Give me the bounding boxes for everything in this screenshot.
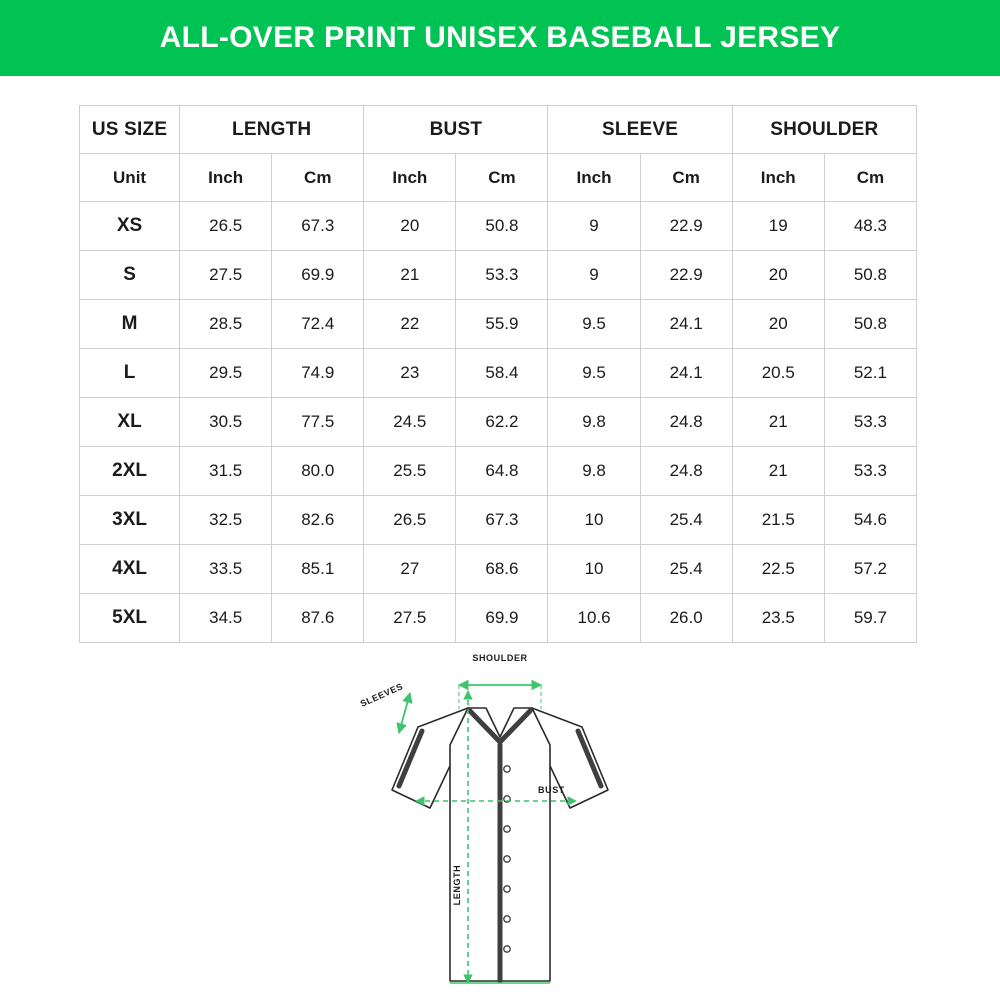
row-size: M <box>80 300 180 349</box>
cell-bust-cm: 62.2 <box>456 398 548 447</box>
cell-bust-inch: 22 <box>364 300 456 349</box>
cell-bust-inch: 24.5 <box>364 398 456 447</box>
unit-sleeve-inch: Inch <box>548 154 640 202</box>
table-row <box>80 545 917 594</box>
cell-shoulder-cm: 50.8 <box>824 251 916 300</box>
cell-shoulder-cm: 59.7 <box>824 594 916 643</box>
cell-shoulder-inch: 20 <box>732 251 824 300</box>
cell-sleeve-cm: 24.1 <box>640 349 732 398</box>
cell-length-cm: 80.0 <box>272 447 364 496</box>
size-table-head <box>80 106 917 202</box>
cell-bust-inch: 25.5 <box>364 447 456 496</box>
row-size: 3XL <box>80 496 180 545</box>
cell-bust-cm: 64.8 <box>456 447 548 496</box>
row-size: 5XL <box>80 594 180 643</box>
cell-shoulder-inch: 23.5 <box>732 594 824 643</box>
unit-length-inch: Inch <box>180 154 272 202</box>
cell-bust-inch: 23 <box>364 349 456 398</box>
cell-bust-inch: 26.5 <box>364 496 456 545</box>
cell-length-cm: 77.5 <box>272 398 364 447</box>
jersey-measurement-diagram <box>300 645 700 995</box>
cell-bust-cm: 55.9 <box>456 300 548 349</box>
cell-bust-cm: 68.6 <box>456 545 548 594</box>
row-size: S <box>80 251 180 300</box>
col-group-sleeve: SLEEVE <box>548 106 732 154</box>
length-label: LENGTH <box>452 864 462 906</box>
cell-length-inch: 30.5 <box>180 398 272 447</box>
cell-length-inch: 33.5 <box>180 545 272 594</box>
cell-length-cm: 69.9 <box>272 251 364 300</box>
cell-length-inch: 28.5 <box>180 300 272 349</box>
table-row <box>80 496 917 545</box>
cell-shoulder-inch: 19 <box>732 202 824 251</box>
size-table-body <box>80 202 917 643</box>
table-row <box>80 594 917 643</box>
cell-length-inch: 32.5 <box>180 496 272 545</box>
table-row <box>80 300 917 349</box>
cell-shoulder-inch: 22.5 <box>732 545 824 594</box>
cell-bust-cm: 53.3 <box>456 251 548 300</box>
shoulder-label: SHOULDER <box>472 653 528 663</box>
cell-length-inch: 34.5 <box>180 594 272 643</box>
bust-label: BUST <box>538 785 565 795</box>
col-group-shoulder: SHOULDER <box>732 106 916 154</box>
cell-length-cm: 74.9 <box>272 349 364 398</box>
cell-shoulder-inch: 20 <box>732 300 824 349</box>
cell-length-cm: 85.1 <box>272 545 364 594</box>
table-row <box>80 447 917 496</box>
col-group-us-size: US SIZE <box>80 106 180 154</box>
row-size: L <box>80 349 180 398</box>
size-table <box>79 105 917 643</box>
cell-bust-inch: 20 <box>364 202 456 251</box>
cell-length-inch: 26.5 <box>180 202 272 251</box>
table-row <box>80 398 917 447</box>
header-banner <box>0 0 1000 76</box>
table-group-header-row <box>80 106 917 154</box>
cell-sleeve-cm: 26.0 <box>640 594 732 643</box>
unit-bust-inch: Inch <box>364 154 456 202</box>
cell-sleeve-cm: 25.4 <box>640 545 732 594</box>
cell-bust-cm: 67.3 <box>456 496 548 545</box>
cell-shoulder-inch: 21.5 <box>732 496 824 545</box>
cell-length-inch: 27.5 <box>180 251 272 300</box>
cell-bust-cm: 69.9 <box>456 594 548 643</box>
cell-sleeve-cm: 24.8 <box>640 398 732 447</box>
cell-shoulder-cm: 54.6 <box>824 496 916 545</box>
cell-sleeve-cm: 24.8 <box>640 447 732 496</box>
cell-shoulder-inch: 21 <box>732 447 824 496</box>
table-row <box>80 202 917 251</box>
cell-shoulder-cm: 52.1 <box>824 349 916 398</box>
shoulder-measure-arrow <box>405 683 541 709</box>
unit-sleeve-cm: Cm <box>640 154 732 202</box>
cell-sleeve-inch: 9 <box>548 202 640 251</box>
cell-bust-inch: 21 <box>364 251 456 300</box>
cell-length-cm: 72.4 <box>272 300 364 349</box>
unit-label: Unit <box>80 154 180 202</box>
cell-sleeve-inch: 9.5 <box>548 349 640 398</box>
cell-bust-inch: 27 <box>364 545 456 594</box>
unit-shoulder-cm: Cm <box>824 154 916 202</box>
row-size: XS <box>80 202 180 251</box>
cell-bust-cm: 50.8 <box>456 202 548 251</box>
cell-sleeve-cm: 25.4 <box>640 496 732 545</box>
cell-sleeve-cm: 22.9 <box>640 251 732 300</box>
cell-length-inch: 31.5 <box>180 447 272 496</box>
table-row <box>80 251 917 300</box>
cell-bust-inch: 27.5 <box>364 594 456 643</box>
cell-shoulder-cm: 48.3 <box>824 202 916 251</box>
cell-sleeve-inch: 10 <box>548 545 640 594</box>
cell-length-cm: 87.6 <box>272 594 364 643</box>
page-title: ALL-OVER PRINT UNISEX BASEBALL JERSEY <box>159 21 841 54</box>
cell-length-inch: 29.5 <box>180 349 272 398</box>
unit-length-cm: Cm <box>272 154 364 202</box>
unit-shoulder-inch: Inch <box>732 154 824 202</box>
cell-shoulder-inch: 21 <box>732 398 824 447</box>
cell-bust-cm: 58.4 <box>456 349 548 398</box>
cell-shoulder-cm: 50.8 <box>824 300 916 349</box>
sleeves-measure-arrow <box>399 693 410 733</box>
cell-length-cm: 67.3 <box>272 202 364 251</box>
cell-sleeve-inch: 10.6 <box>548 594 640 643</box>
col-group-length: LENGTH <box>180 106 364 154</box>
cell-sleeve-inch: 9.8 <box>548 398 640 447</box>
cell-sleeve-inch: 9 <box>548 251 640 300</box>
cell-shoulder-cm: 57.2 <box>824 545 916 594</box>
col-group-bust: BUST <box>364 106 548 154</box>
cell-shoulder-inch: 20.5 <box>732 349 824 398</box>
row-size: 2XL <box>80 447 180 496</box>
cell-sleeve-cm: 24.1 <box>640 300 732 349</box>
table-unit-row <box>80 154 917 202</box>
sleeves-label: SLEEVES <box>358 681 405 709</box>
unit-bust-cm: Cm <box>456 154 548 202</box>
cell-shoulder-cm: 53.3 <box>824 398 916 447</box>
size-table-container <box>79 105 917 643</box>
cell-sleeve-inch: 9.8 <box>548 447 640 496</box>
cell-sleeve-inch: 9.5 <box>548 300 640 349</box>
cell-sleeve-cm: 22.9 <box>640 202 732 251</box>
cell-shoulder-cm: 53.3 <box>824 447 916 496</box>
row-size: XL <box>80 398 180 447</box>
table-row <box>80 349 917 398</box>
cell-sleeve-inch: 10 <box>548 496 640 545</box>
row-size: 4XL <box>80 545 180 594</box>
cell-length-cm: 82.6 <box>272 496 364 545</box>
